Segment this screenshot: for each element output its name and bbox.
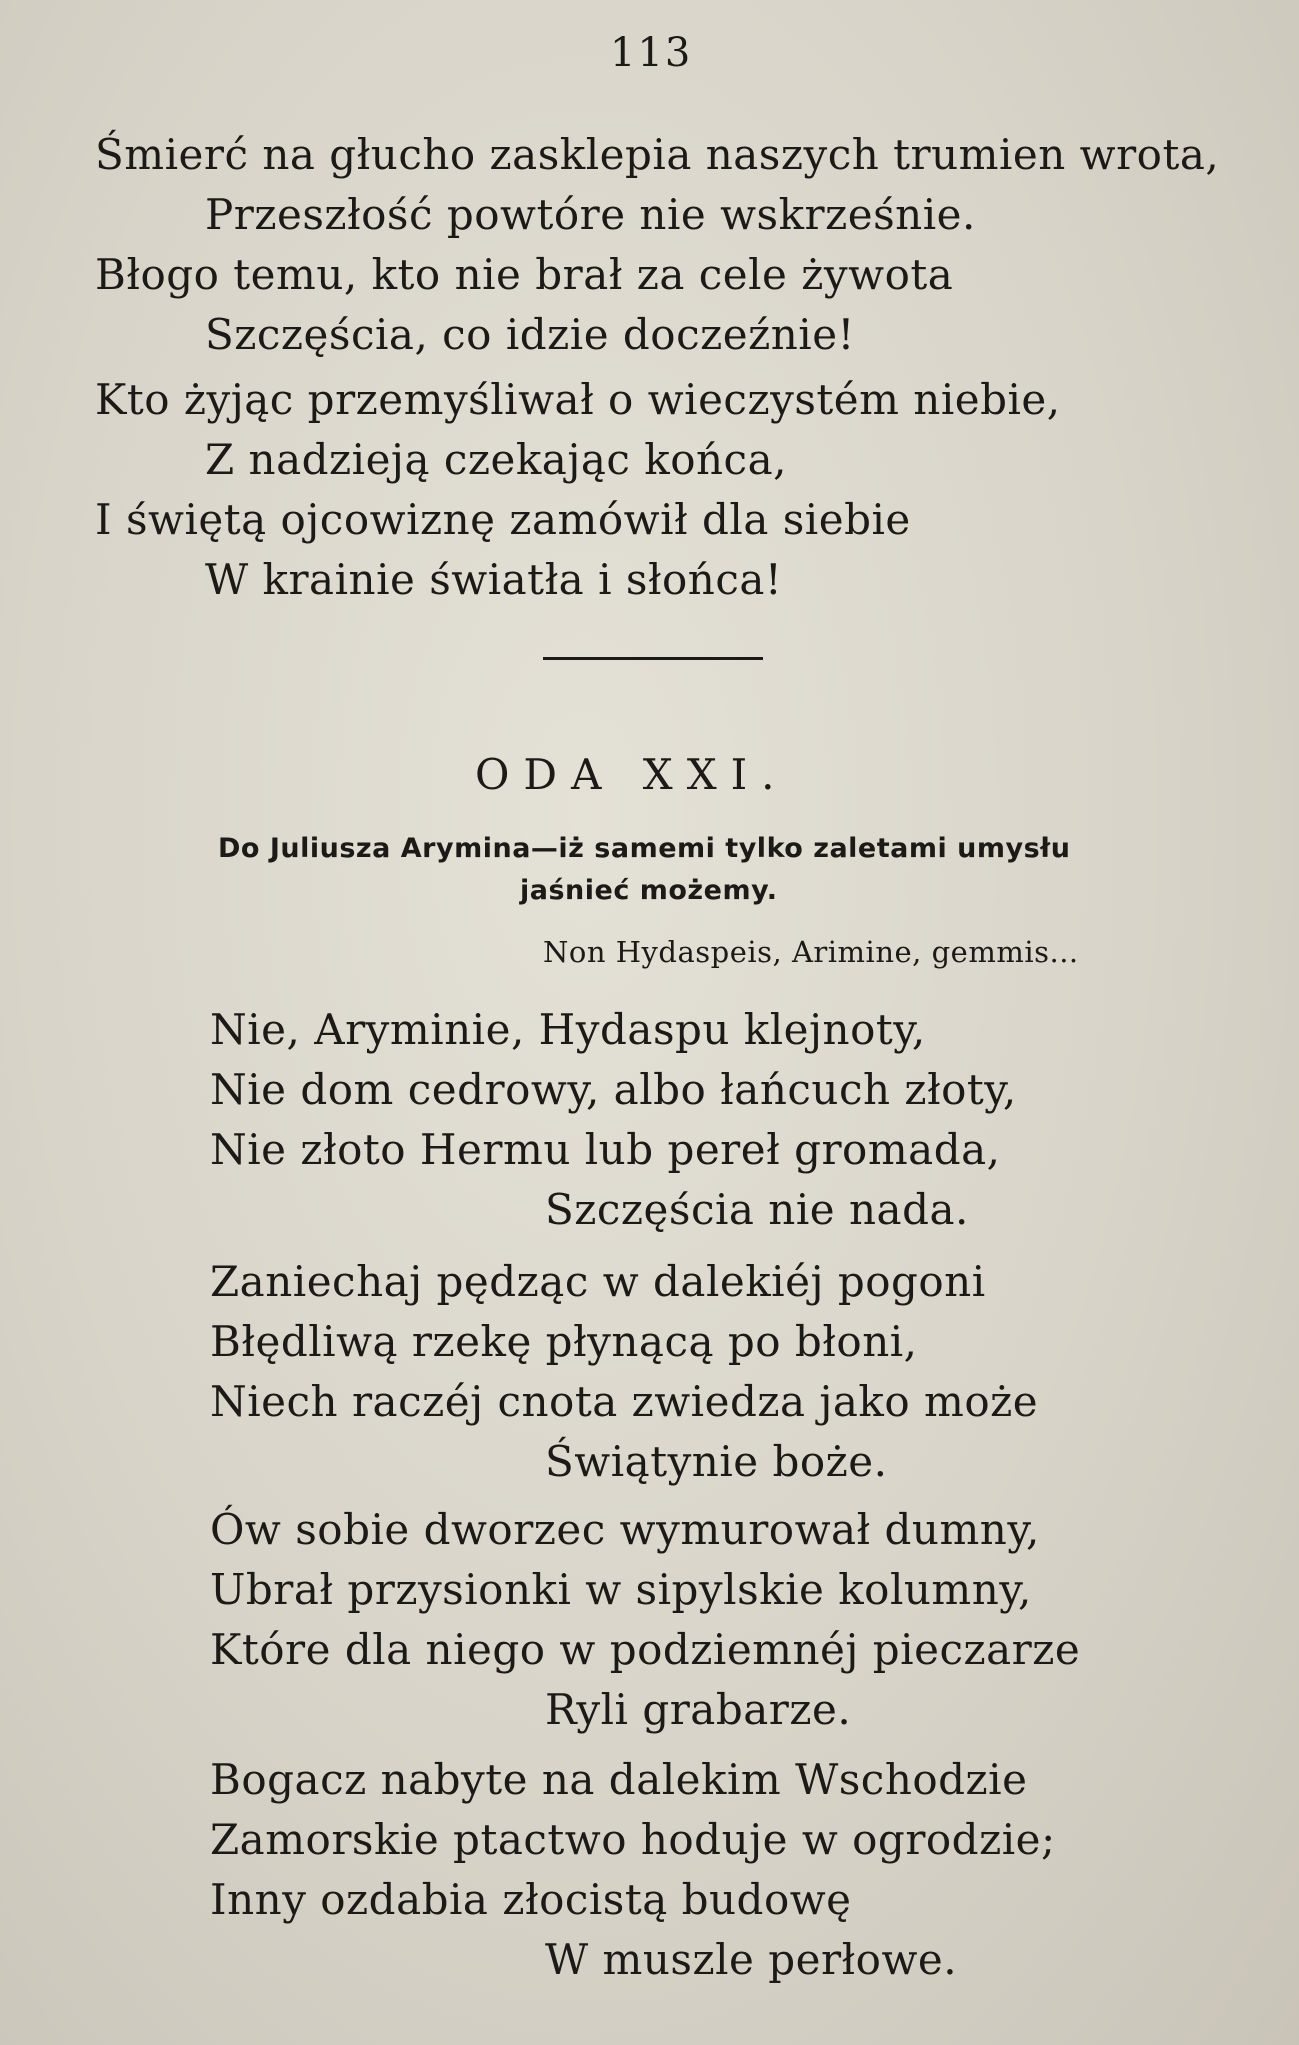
verse-line: Przeszłość powtóre nie wskrześnie. — [205, 190, 976, 239]
verse-line: Szczęścia nie nada. — [545, 1185, 969, 1234]
verse-line: Nie dom cedrowy, albo łańcuch złoty, — [210, 1065, 1017, 1114]
verse-line: W muszle perłowe. — [545, 1935, 958, 1984]
verse-line: I świętą ojcowiznę zamówił dla siebie — [95, 495, 911, 544]
verse-line: Błogo temu, kto nie brał za cele żywota — [95, 250, 954, 299]
verse-line: Błędliwą rzekę płynącą po błoni, — [210, 1317, 918, 1366]
verse-line: Kto żyjąc przemyśliwał o wieczystém niebie, — [95, 375, 1061, 424]
epigraph: Non Hydaspeis, Arimine, gemmis... — [543, 935, 1079, 969]
verse-line: Szczęścia, co idzie doczeźnie! — [205, 310, 855, 359]
verse-line: Z nadzieją czekając końca, — [205, 435, 787, 484]
stanza — [210, 1000, 1017, 1240]
ode-subtitle-line: Do Juliusza Arymina—iż samemi tylko zaletami umysłu — [218, 833, 1071, 864]
verse-line: W krainie światła i słońca! — [205, 555, 783, 604]
stanza — [210, 1750, 1056, 1990]
verse-line: Ryli grabarze. — [545, 1685, 852, 1734]
verse-line: Niech raczéj cnota zwiedza jako może — [210, 1377, 1039, 1426]
section-divider — [543, 657, 763, 660]
verse-line: Ów sobie dworzec wymurował dumny, — [210, 1505, 1040, 1554]
stanza — [210, 1252, 1038, 1492]
verse-line: Śmierć na głucho zasklepia naszych trumien wrota, — [95, 130, 1220, 179]
verse-line: Nie złoto Hermu lub pereł gromada, — [210, 1125, 1001, 1174]
stanza — [95, 370, 1061, 610]
ode-title: ODA XXI. — [475, 750, 789, 799]
verse-line: Inny ozdabia złocistą budowę — [210, 1875, 852, 1924]
verse-line: Ubrał przysionki w sipylskie kolumny, — [210, 1565, 1032, 1614]
verse-line: Nie, Aryminie, Hydaspu klejnoty, — [210, 1005, 926, 1054]
stanza — [95, 125, 1219, 365]
ode-subtitle — [218, 828, 1098, 912]
verse-line: Bogacz nabyte na dalekim Wschodzie — [210, 1755, 1028, 1804]
verse-line: Które dla niego w podziemnéj pieczarze — [210, 1625, 1081, 1674]
verse-line: Świątynie boże. — [545, 1437, 888, 1486]
verse-line: Zamorskie ptactwo hoduje w ogrodzie; — [210, 1815, 1056, 1864]
stanza — [210, 1500, 1080, 1740]
ode-subtitle-line: jaśnieć możemy. — [520, 875, 778, 906]
page-number: 113 — [610, 30, 693, 76]
verse-line: Zaniechaj pędząc w dalekiéj pogoni — [210, 1257, 986, 1306]
